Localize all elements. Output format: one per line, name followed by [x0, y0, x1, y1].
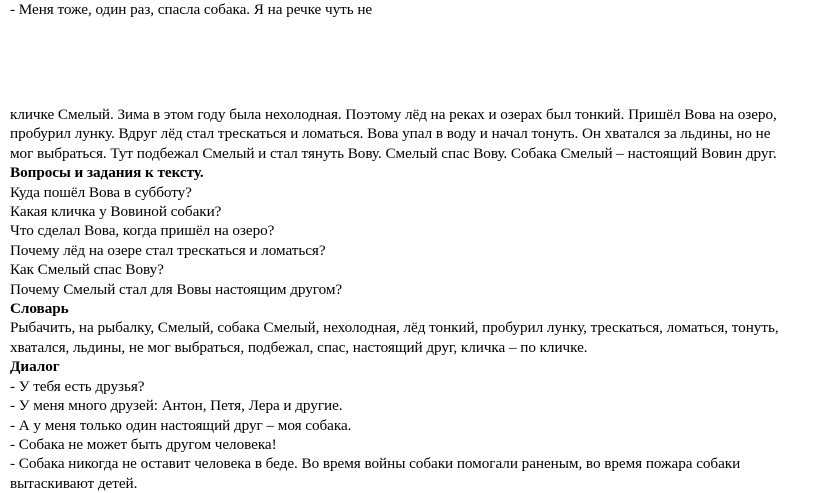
dialog-heading: Диалог — [10, 358, 60, 376]
dialog-line: - У тебя есть друзья? — [10, 377, 145, 395]
vocabulary-line: хватался, льдины, не мог выбраться, подбежал, спас, настоящий друг, кличка – по кличке. — [10, 338, 588, 356]
question-item: Куда пошёл Вова в субботу? — [10, 183, 192, 201]
question-item: Как Смелый спас Вову? — [10, 261, 164, 279]
vocabulary-line: Рыбачить, на рыбалку, Смелый, собака Смелый, нехолодная, лёд тонкий, пробурил лунку, трескаться, ломаться, тонуть, — [10, 319, 779, 337]
question-item: Почему лёд на озере стал трескаться и ломаться? — [10, 241, 326, 259]
document-body — [10, 105, 810, 493]
story-first-line: - Меня тоже, один раз, спасла собака. Я на речке чуть не — [10, 1, 373, 18]
dialog-line: - Собака никогда не оставит человека в беде. Во время войны собаки помогали раненым, во время пожара собаки — [10, 455, 741, 473]
dialog-line: - Собака не может быть другом человека! — [10, 435, 277, 453]
dialog-line: - У меня много друзей: Антон, Петя, Лера и другие. — [10, 397, 343, 415]
story-line: кличке Смелый. Зима в этом году была нехолодная. Поэтому лёд на реках и озерах был тонкий. Пришёл Вова на озеро, — [10, 106, 777, 123]
question-item: Почему Смелый стал для Вовы настоящим другом? — [10, 280, 343, 298]
question-item: Какая кличка у Вовиной собаки? — [10, 203, 222, 221]
story-line: пробурил лунку. Вдруг лёд стал трескаться и ломаться. Вова упал в воду и начал тонуть. Он хватался за льдины, но не — [10, 125, 771, 143]
questions-heading: Вопросы и задания к тексту. — [10, 164, 204, 182]
dialog-line: - А у меня только один настоящий друг – моя собака. — [10, 416, 352, 434]
dialog-line: вытаскивают детей. — [10, 474, 138, 492]
question-item: Что сделал Вова, когда пришёл на озеро? — [10, 222, 275, 240]
vocabulary-heading: Словарь — [10, 300, 69, 318]
story-line: мог выбраться. Тут подбежал Смелый и стал тянуть Вову. Смелый спас Вову. Собака Смелый – настоящий Вовин друг. — [10, 144, 777, 162]
